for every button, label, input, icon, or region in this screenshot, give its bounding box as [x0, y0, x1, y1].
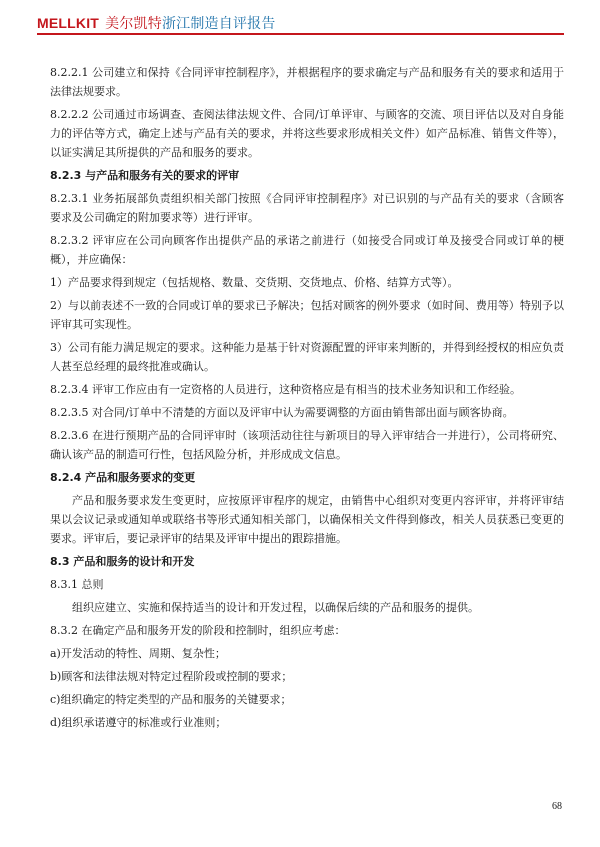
body-paragraph: 8.2.2.2 公司通过市场调查、查阅法律法规文件、合同/订单评审、与顾客的交流、项目评估以及对自身能力的评估等方式，确定上述与产品有关的要求，并将这些要求形成相关文件）如产品标准、销售文件等），以证实满足其所提供的产品和服务的要求。 — [50, 108, 564, 159]
section-heading: 8.2.3 与产品和服务有关的要求的评审 — [50, 169, 240, 182]
body-paragraph: b)顾客和法律法规对特定过程阶段或控制的要求； — [50, 670, 293, 683]
body-paragraph: 8.2.3.2 评审应在公司向顾客作出提供产品的承诺之前进行（如接受合同或订单及接受合同或订单的梗概），并应确保： — [50, 234, 564, 266]
body-paragraph: 8.2.3.1 业务拓展部负责组织相关部门按照《合同评审控制程序》对已识别的与产品有关的要求（含顾客要求及公司确定的附加要求等）进行评审。 — [50, 192, 564, 224]
body-paragraph: 组织应建立、实施和保持适当的设计和开发过程，以确保后续的产品和服务的提供。 — [72, 601, 479, 614]
body-paragraph: 2）与以前表述不一致的合同或订单的要求已予解决；包括对顾客的例外要求（如时间、费用等）特别予以评审其可实现性。 — [50, 299, 564, 331]
body-paragraph: 8.3.1 总则 — [50, 578, 104, 591]
section-heading: 8.3 产品和服务的设计和开发 — [50, 555, 195, 568]
body-paragraph: 3）公司有能力满足规定的要求。这种能力是基于针对资源配置的评审来判断的，并得到经授权的相应负责人甚至总经理的最终批准或确认。 — [50, 341, 564, 373]
brand-title — [37, 13, 276, 33]
brand-name-cn: 美尔凯特 — [101, 15, 162, 31]
body-paragraph: 8.2.3.6 在进行预期产品的合同评审时（该项活动往往与新项目的导入评审结合一并进行），公司将研究、确认该产品的制造可行性，包括风险分析，并形成成文信息。 — [50, 429, 564, 461]
document-body — [50, 63, 564, 736]
page-number: 68 — [552, 801, 562, 812]
body-paragraph: 8.2.3.4 评审工作应由有一定资格的人员进行，这种资格应是有相当的技术业务知识和工作经验。 — [50, 383, 521, 396]
section-heading: 8.2.4 产品和服务要求的变更 — [50, 471, 196, 484]
body-paragraph: c)组织确定的特定类型的产品和服务的关键要求； — [50, 693, 292, 706]
brand-logo-text: MELLKIT — [37, 15, 100, 31]
body-paragraph: 8.3.2 在确定产品和服务开发的阶段和控制时，组织应考虑： — [50, 624, 346, 637]
header-divider — [37, 33, 564, 35]
page-header — [37, 6, 564, 36]
body-paragraph: 8.2.3.5 对合同/订单中不清楚的方面以及评审中认为需要调整的方面由销售部出面与顾客协商。 — [50, 406, 514, 419]
body-paragraph: 产品和服务要求发生变更时，应按原评审程序的规定，由销售中心组织对变更内容评审，并将评审结果以会议记录或通知单或联络书等形式通知相关部门，以确保相关文件得到修改，相关人员获悉已变更的要求。评审后，要记录评审的结果及评审中提出的跟踪措施。 — [50, 494, 564, 545]
body-paragraph: d)组织承诺遵守的标准或行业准则； — [50, 716, 227, 729]
body-paragraph: 8.2.2.1 公司建立和保持《合同评审控制程序》，并根据程序的要求确定与产品和服务有关的要求和适用于法律法规要求。 — [50, 66, 564, 98]
body-paragraph: a)开发活动的特性、周期、复杂性； — [50, 647, 226, 660]
report-title: 浙江制造自评报告 — [161, 15, 276, 31]
body-paragraph: 1）产品要求得到规定（包括规格、数量、交货期、交货地点、价格、结算方式等）。 — [50, 276, 459, 289]
